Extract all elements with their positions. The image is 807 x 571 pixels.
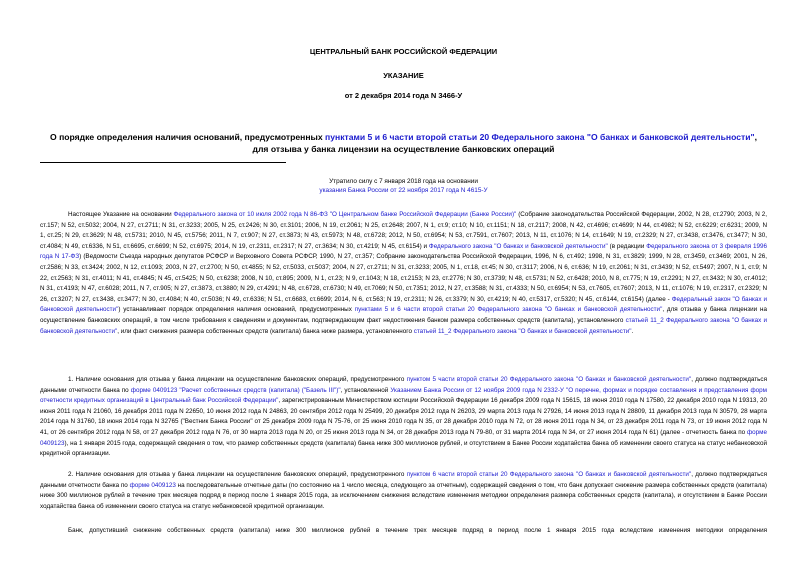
title-comma: , — [754, 132, 757, 142]
repeal-note-text: Утратило силу с 7 января 2018 года на основании — [329, 178, 478, 185]
law-link[interactable]: статьей 11_2 Федерального закона "О банках и банковской деятельности" — [413, 327, 632, 335]
document-type: УКАЗАНИЕ — [383, 71, 424, 80]
paragraph-text: , должно подтверждаться данными отчетности банка по — [40, 376, 767, 394]
paragraph-text: на последовательные отчетные даты (по состоянию на 1 число месяца, следующего за отчетным), содержащей сведения о том, что банк допускает снижение размера собственных средств (капитала) ниже 300 миллионов рублей в течение трех месяцев подряд в период после 1 января 2015 года, за исключением снижения вследствие изменения методики определения размера собственных средств (капитала), и отсутствием в Банке России ходатайства банка об изменении своего статуса на статус небанковской кредитной организации. — [40, 481, 767, 510]
paragraph-text: , зарегистрированным Министерством юстиции Российской Федерации 16 декабря 2009 года N 15615, 18 июня 2010 года N 17580, 22 декабря 2010 года N 19313, 20 июня 2011 года N 21060, 16 декабря 2011 года N 22650, 10 июня 2012 года N 24863, 20 сентября 2012 года N 25499, 20 декабря 2012 года N 26203, 29 марта 2013 года N 27926, 14 июня 2013 года N 28809, 11 декабря 2013 года N 30579, 28 марта 2014 года N 31760, 18 июня 2014 года N 32765 ("Вестник Банка России" от 25 декабря 2009 года N 75-76, от 25 июня 2010 года N 35, от 28 декабря 2010 года N 72, от 28 июня 2011 года N 34, от 23 декабря 2011 года N 73, от 19 июня 2012 года N 41, от 26 сентября 2012 года N 58, от 27 декабря 2012 года N 76, от 30 марта 2013 года N 20, от 25 июня 2013 года N 34, от 28 декабря 2013 года N 79-80, от 31 марта 2014 года N 34, от 27 июня 2014 года N 61) (далее - отчетность банка по — [40, 397, 767, 436]
title-line-1 — [40, 131, 767, 143]
paragraph-text: 1. Наличие основания для отзыва у банка лицензии на осуществление банковских операций, предусмотренного — [68, 376, 407, 383]
paragraph-2-text — [40, 470, 767, 512]
law-link[interactable]: Указанием Банка России от 12 ноября 2009 года N 2332-У "О перечне, формах и порядке составления и представления форм отчетности кредитных организаций в Центральный банк Российской Федерации" — [40, 386, 767, 405]
paragraph-text: 2. Наличие основания для отзыва у банка лицензии на осуществление банковских операций, предусмотренного — [68, 471, 407, 478]
preamble-text: , для отзыва у банка лицензии на осуществление банковских операций, в том числе требования к сведениям и документам, подтверждающим факт недостижения банком размера собственных средств (капитала), установленного — [40, 306, 767, 324]
law-link[interactable]: пунктами 5 и 6 части второй статьи 20 Федерального закона "О банках и банковской деятельности" — [354, 306, 663, 314]
preamble-paragraph — [40, 210, 767, 337]
form-link[interactable]: форме 0409123 "Расчет собственных средств (капитала) ("Базель III")" — [130, 386, 341, 394]
document-body — [40, 210, 767, 337]
document-date: от 2 декабря 2014 года N 3466-У — [344, 91, 463, 100]
paragraph-2 — [40, 470, 767, 512]
document-title — [40, 131, 767, 155]
paragraph-3-text: Банк, допустивший снижение собственных средств (капитала) ниже 300 миллионов рублей в течение трех месяцев подряд в период после 1 января 2015 года вследствие изменения методики определения — [68, 527, 767, 534]
repeal-note — [0, 177, 807, 195]
paragraph-text: ), на 1 января 2015 года, содержащей сведения о том, что размер собственных средств (капитала) банка ниже 300 миллионов рублей, и отсутствием в Банке России ходатайства банка об изменении своего статуса на статус небанковской кредитной организации. — [40, 439, 767, 458]
paragraph-text: , установленной — [340, 386, 391, 394]
form-link[interactable]: форме 0409123 — [129, 481, 176, 489]
form-link[interactable]: форме 0409123 — [40, 428, 767, 447]
law-link[interactable]: пунктом 5 части второй статьи 20 Федерального закона "О банках и банковской деятельности" — [406, 376, 692, 383]
paragraph-1-text — [40, 375, 767, 460]
law-link[interactable]: Федерального закона от 10 июля 2002 года N 86-ФЗ "О Центральном банке Российской Федерации (Банке России)" — [173, 211, 517, 218]
preamble-text: (Собрание законодательства Российской Федерации, 2002, N 28, ст.2790; 2003, N 2, ст.157; N 52, ст.5032; 2004, N 27, ст.2711; N 31, ст.3233; 2005, N 25, ст.2426; N 30, ст.3101; 2006, N 19, ст.2061; N 25, ст.2648; 2007, N 1, ст.9; ст.10; N 10, ст.1151; N 18, ст.2117; 2008, N 42, ст.4696; ст.4699; N 44, ст.4982; N 52, ст.6229; ст.6231; 2009, N 1, ст.25; N 29, ст.3629; N 48, ст.5731; 2010, N 45, ст.5756; 2011, N 7, ст.907; N 27, ст.3873; N 43, ст.5973; N 48, ст.6728; 2012, N 50, ст.6954; N 53, ст.7591, ст.7607; 2013, N 11, ст.1076; N 14, ст.1649; N 19, ст.2329; N 27, ст.3438, ст.3476, ст.3477; N 30, ст.4084; N 49, ст.6336, N 51, ст.6695, ст.6699; N 52, ст.6975; 2014, N 19, ст.2311, ст.2317; N 27, ст.3634; N 30, ст.4219; N 45, ст.6154) и — [40, 211, 767, 250]
paragraph-text: , должно подтверждаться данными отчетности банка по — [40, 471, 767, 489]
preamble-text: , или факт снижения размера собственных средств (капитала) банка ниже размера, установленного — [117, 327, 414, 335]
preamble-text: (в редакции — [607, 242, 647, 250]
preamble-text: ) (Ведомости Съезда народных депутатов РСФСР и Верховного Совета РСФСР, 1990, N 27, ст.357; Собрание законодательства Российской Федерации, 1996, N 6, ст.492; 1998, N 31, ст.3829; 1999, N 28, ст.3459, ст.3469; 2001, N 26, ст.2586; N 33, ст.3424; 2002, N 12, ст.1093; 2003, N 27, ст.2700; N 50, ст.4855; N 52, ст.5033, ст.5037; 2004, N 27, ст.2711; N 31, ст.3233; 2005, N 1, ст.18, ст.45; N 30, ст.3117; 2006, N 6, ст.636; N 19, ст.2061; N 31, ст.3439; N 52, ст.5497; 2007, N 1, ст.9; N 22, ст.2563; N 31, ст.4011; N 41, ст.4845; N 45, ст.5425; N 50, ст.6238; 2008, N 10, ст.895; 2009, N 1, ст.23; N 9, ст.1043; N 18, ст.2153; N 23, ст.2776; N 30, ст.3739; N 48, ст.5731; N 52, ст.6428; 2010, N 8, ст.775; N 19, ст.2291; N 27, ст.3432; N 30, ст.4012; N 31, ст.4193; N 47, ст.6028; 2011, N 7, ст.905; N 27, ст.3873, ст.3880; N 29, ст.4291; N 48, ст.6728, ст.6730; N 49, ст.7069; N 50, ст.7351; 2012, N 27, ст.3588; N 31, ст.4333; N 50, ст.6954; N 53, ст.7605, ст.7607; 2013, N 11, ст.1076; N 19, ст.2317, ст.2329; N 26, ст.3207; N 27, ст.3438, ст.3477; N 30, ст.4084; N 40, ст.5036; N 49, ст.6336; N 51, ст.6683, ст.6699; 2014, N 6, ст.563; N 19, ст.2311; N 26, ст.3379; N 30, ст.4219; N 40, ст.5317, ст.5320; N 45, ст.6144, ст.6154) (далее - — [40, 253, 767, 303]
preamble-text: . — [631, 327, 634, 335]
paragraph-3 — [40, 526, 767, 537]
law-link[interactable]: Федерального закона "О банках и банковской деятельности" — [428, 242, 608, 250]
title-law-link[interactable]: пунктами 5 и 6 части второй статьи 20 Федерального закона "О банках и банковской деятельности" — [325, 132, 755, 142]
title-divider — [40, 162, 286, 163]
paragraph-1 — [40, 375, 767, 460]
title-line-2: для отзыва у банка лицензии на осуществление банковских операций — [252, 144, 555, 154]
law-link[interactable]: Федерального закона от 3 февраля 1996 года N 17-ФЗ — [40, 242, 767, 261]
law-link[interactable]: статьей 11_2 Федерального закона "О банках и банковской деятельности" — [40, 316, 767, 335]
repeal-note-link[interactable]: указания Банка России от 22 ноября 2017 года N 4615-У — [319, 187, 488, 194]
title-text: О порядке определения наличия оснований, предусмотренных — [50, 132, 326, 142]
law-link[interactable]: пунктом 6 части второй статьи 20 Федерального закона "О банках и банковской деятельности" — [406, 471, 692, 478]
org-name: ЦЕНТРАЛЬНЫЙ БАНК РОССИЙСКОЙ ФЕДЕРАЦИИ — [309, 47, 498, 56]
preamble-text: Настоящее Указание на основании — [68, 211, 174, 218]
law-link[interactable]: Федеральный закон "О банках и банковской деятельности" — [40, 295, 768, 314]
preamble-text: ) устанавливает порядок определения наличия оснований, предусмотренных — [118, 306, 355, 314]
